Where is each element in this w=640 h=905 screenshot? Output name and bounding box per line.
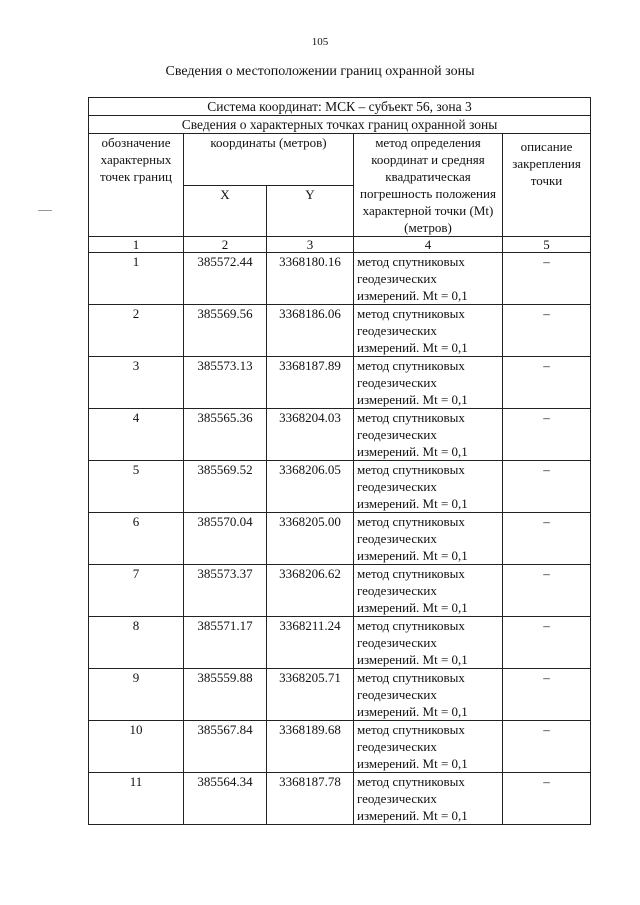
x-coordinate-cell: 385573.13 — [184, 357, 267, 409]
y-coordinate-cell: 3368204.03 — [267, 409, 354, 461]
point-number-cell: 10 — [89, 721, 184, 773]
description-cell: – — [503, 305, 591, 357]
method-cell: метод спутниковых геодезических измерений. Mt = 0,1 — [354, 721, 503, 773]
point-number-cell: 3 — [89, 357, 184, 409]
column-number: 2 — [184, 237, 267, 253]
y-coordinate-cell: 3368186.06 — [267, 305, 354, 357]
method-cell: метод спутниковых геодезических измерений. Mt = 0,1 — [354, 461, 503, 513]
description-cell: – — [503, 409, 591, 461]
x-coordinate-cell: 385571.17 — [184, 617, 267, 669]
method-cell: метод спутниковых геодезических измерений. Mt = 0,1 — [354, 617, 503, 669]
y-coordinate-cell: 3368187.89 — [267, 357, 354, 409]
method-cell: метод спутниковых геодезических измерений. Mt = 0,1 — [354, 253, 503, 305]
y-coordinate-cell: 3368205.71 — [267, 669, 354, 721]
x-coordinate-cell: 385569.56 — [184, 305, 267, 357]
description-cell: – — [503, 773, 591, 825]
table-row — [89, 461, 591, 513]
description-cell: – — [503, 617, 591, 669]
coordinate-system-cell: Система координат: МСК – субъект 56, зона 3 — [89, 98, 591, 116]
table-row — [89, 565, 591, 617]
point-number-cell: 8 — [89, 617, 184, 669]
y-coordinate-cell: 3368189.68 — [267, 721, 354, 773]
column-number: 4 — [354, 237, 503, 253]
point-number-cell: 6 — [89, 513, 184, 565]
table-row — [89, 721, 591, 773]
column-number: 3 — [267, 237, 354, 253]
point-number-cell: 7 — [89, 565, 184, 617]
method-cell: метод спутниковых геодезических измерений. Mt = 0,1 — [354, 305, 503, 357]
document-title: Сведения о местоположении границ охранной зоны — [165, 64, 475, 79]
x-coordinate-cell: 385572.44 — [184, 253, 267, 305]
header-y: Y — [267, 185, 354, 237]
header-row — [89, 134, 591, 186]
point-number-cell: 2 — [89, 305, 184, 357]
page-number: 105 — [311, 36, 329, 48]
column-number-row — [89, 237, 591, 253]
header-x: X — [184, 185, 267, 237]
description-cell: – — [503, 357, 591, 409]
x-coordinate-cell: 385564.34 — [184, 773, 267, 825]
header-designation: обозначение характерных точек границ — [89, 134, 184, 237]
table-row — [89, 669, 591, 721]
x-coordinate-cell: 385570.04 — [184, 513, 267, 565]
point-number-cell: 4 — [89, 409, 184, 461]
y-coordinate-cell: 3368211.24 — [267, 617, 354, 669]
x-coordinate-cell: 385559.88 — [184, 669, 267, 721]
header-coordinates: координаты (метров) — [184, 134, 354, 186]
x-coordinate-cell: 385565.36 — [184, 409, 267, 461]
x-coordinate-cell: 385567.84 — [184, 721, 267, 773]
header-method: метод определения координат и средняя квадратическая погрешность положения характерной точки (Mt) (метров) — [354, 134, 503, 237]
method-cell: метод спутниковых геодезических измерений. Mt = 0,1 — [354, 409, 503, 461]
section-title-row — [89, 116, 591, 134]
table-row — [89, 357, 591, 409]
method-cell: метод спутниковых геодезических измерений. Mt = 0,1 — [354, 565, 503, 617]
y-coordinate-cell: 3368180.16 — [267, 253, 354, 305]
section-title-cell: Сведения о характерных точках границ охранной зоны — [89, 116, 591, 134]
method-cell: метод спутниковых геодезических измерений. Mt = 0,1 — [354, 773, 503, 825]
description-cell: – — [503, 669, 591, 721]
margin-mark — [38, 210, 52, 211]
method-cell: метод спутниковых геодезических измерений. Mt = 0,1 — [354, 669, 503, 721]
description-cell: – — [503, 461, 591, 513]
table-row — [89, 253, 591, 305]
description-cell: – — [503, 253, 591, 305]
table-row — [89, 409, 591, 461]
x-coordinate-cell: 385573.37 — [184, 565, 267, 617]
header-description: описание закрепления точки — [503, 134, 591, 237]
y-coordinate-cell: 3368206.62 — [267, 565, 354, 617]
coordinate-system-row — [89, 98, 591, 116]
point-number-cell: 9 — [89, 669, 184, 721]
method-cell: метод спутниковых геодезических измерений. Mt = 0,1 — [354, 357, 503, 409]
x-coordinate-cell: 385569.52 — [184, 461, 267, 513]
y-coordinate-cell: 3368205.00 — [267, 513, 354, 565]
method-cell: метод спутниковых геодезических измерений. Mt = 0,1 — [354, 513, 503, 565]
y-coordinate-cell: 3368187.78 — [267, 773, 354, 825]
point-number-cell: 11 — [89, 773, 184, 825]
table-row — [89, 513, 591, 565]
description-cell: – — [503, 513, 591, 565]
table-row — [89, 305, 591, 357]
column-number: 1 — [89, 237, 184, 253]
table-row — [89, 617, 591, 669]
description-cell: – — [503, 721, 591, 773]
boundary-points-table — [88, 97, 591, 825]
point-number-cell: 1 — [89, 253, 184, 305]
description-cell: – — [503, 565, 591, 617]
column-number: 5 — [503, 237, 591, 253]
table-row — [89, 773, 591, 825]
y-coordinate-cell: 3368206.05 — [267, 461, 354, 513]
point-number-cell: 5 — [89, 461, 184, 513]
